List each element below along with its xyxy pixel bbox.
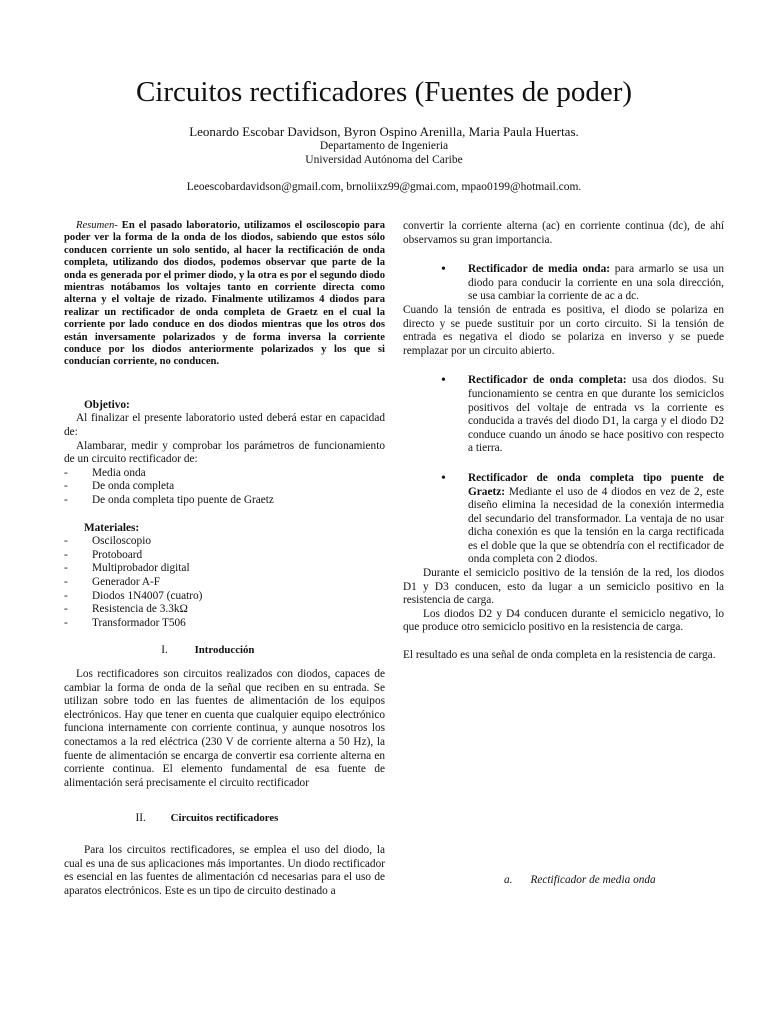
list-item: - Protoboard (64, 548, 143, 561)
objective-heading: Objetivo: (84, 398, 130, 411)
list-item: - De onda completa tipo puente de Graetz (64, 494, 274, 507)
right-column (403, 220, 724, 663)
list-item (403, 374, 724, 456)
abstract-body: En el pasado laboratorio, utilizamos el osciloscopio para poder ver la forma de la onda de los diodos, sabiendo que estos sólo conducen corriente un solo sentido, al hacer la rectificación de onda completa, utilizando dos diodos, podemos observar que parte de la onda es generada por el primer diodo, y la otra es por el segundo diodo mientras notábamos los voltajes tanto en corriente directa como alterna y el voltaje de rizado. Finalmente utilizamos 4 diodos para realizar un rectificador de onda completa de Graetz en el cual la corriente por lado conduce en dos diodos mientras que los otros dos están inversamente polarizados y de forma inversa la corriente conduce por los diodos anteriormente polarizados y los que si conducían corriente, no conducen. (64, 220, 385, 368)
bridge-paragraph-2: Los diodos D2 y D4 conducen durante el semiciclo negativo, lo que produce otro semiciclo positivo en la resistencia de carga. (403, 607, 724, 634)
objective-paragraph-1: Al finalizar el presente laboratorio usted deberá estar en capacidad de: (64, 412, 385, 439)
section-1-number: I. (161, 644, 168, 657)
bullet-title: Rectificador de onda completa: (468, 374, 627, 387)
objective-paragraph-2: Alambarar, medir y comprobar los parámetros de funcionamiento de un circuito rectificador de: (64, 439, 385, 466)
rectifier-bullet-list-2 (403, 374, 724, 456)
list-item: - Multiprobador digital (64, 562, 190, 575)
materials-list (64, 535, 385, 630)
bullet-icon: • (441, 373, 446, 389)
list-item (403, 263, 724, 304)
abstract (64, 220, 385, 369)
rectifier-bullet-list-1 (403, 263, 724, 304)
objective-list (64, 467, 385, 508)
bullet-icon: • (441, 470, 446, 486)
section-1-heading (64, 644, 385, 658)
list-item: - Diodos 1N4007 (cuatro) (64, 589, 203, 602)
continuation-paragraph: convertir la corriente alterna (ac) en corriente continua (dc), de ahí observamos su gran importancia. (403, 220, 724, 246)
section-1-body: Los rectificadores son circuitos realizados con diodos, capaces de cambiar la forma de onda de la señal que reciben en su entrada. Se utilizan sobre todo en las fuentes de alimentación de los equipos electrónicos. Hay que tener en cuenta que cualquier equipo electrónico funciona internamente con corriente continua, y aunque nosotros los conectamos a la red eléctrica (230 V de corriente alterna a 50 Hz), la fuente de alimentación se encarga de convertir esa corriente alterna en corriente continua. El elemento fundamental de esa fuente de alimentación será precisamente el circuito rectificador (64, 667, 385, 789)
result-paragraph: El resultado es una señal de onda completa en la resistencia de carga. (403, 649, 716, 662)
caption-text: Rectificador de media onda (530, 874, 656, 886)
caption-letter: a. (504, 874, 513, 886)
bullet-body: Mediante el uso de 4 diodos en vez de 2, este diseño elimina la necesidad de la conexión intermedia del secundario del transformador. La ventaja de no usar dicha conexión es que la tensión en la carga rectificada es el doble que la que se obtendría con el rectificador de onda completa con 2 diodos. (468, 485, 724, 566)
abstract-lead: Resumen- (76, 220, 118, 231)
list-item: - Media onda (64, 466, 146, 479)
university: Universidad Autónoma del Caribe (305, 154, 463, 166)
half-wave-paragraph: Cuando la tensión de entrada es positiva, el diodo se polariza en directo y se puede sustituir por un corto circuito. Si la tensión de entrada es negativa el diodo se polariza en inverso y se puede remplazar por un circuito abierto. (403, 303, 724, 357)
figure-caption (504, 874, 656, 886)
section-2-number: II. (135, 812, 146, 825)
list-item: - Resistencia de 3.3kΩ (64, 603, 188, 616)
list-item: - Generador A-F (64, 576, 161, 588)
bullet-icon: • (441, 262, 446, 278)
author-emails: Leoescobardavidson@gmail.com, brnoliixz99@gmai.com, mpao0199@hotmail.com. (186, 181, 582, 193)
left-column (64, 220, 385, 898)
paper-title: Circuitos rectificadores (Fuentes de poder) (135, 76, 633, 108)
section-2-body: Para los circuitos rectificadores, se emplea el uso del diodo, la cual es una de sus aplicaciones más importantes. Un diodo rectificador es esencial en las fuentes de alimentación cd necesarias para el uso de aparatos electrónicos. Este es un tipo de circuito destinado a (64, 843, 385, 897)
rectifier-bullet-list-3 (403, 472, 724, 567)
list-item (403, 472, 724, 567)
list-item: - Transformador T506 (64, 616, 186, 629)
section-1-title: Introducción (194, 644, 255, 657)
section-2-title: Circuitos rectificadores (170, 812, 279, 825)
bullet-title: Rectificador de media onda: (468, 263, 611, 276)
department: Departamento de Ingenieria (319, 140, 449, 152)
bullet-body: usa dos diodos. Su funcionamiento se centra en que durante los semiciclos positivos del voltaje de entrada vs la corriente es conducida a través del diodo D1, la carga y el diodo D2 conduce cuando un ánodo se hace positivo con respecto a tierra. (468, 374, 724, 455)
author-list: Leonardo Escobar Davidson, Byron Ospino Arenilla, Maria Paula Huertas. (189, 124, 579, 139)
bullet-body: para armarlo se usa un diodo para conducir la corriente en una sola dirección, se usa cambiar la corriente de ac a dc. (468, 263, 725, 303)
bullet-title: Rectificador de onda completa tipo puente de Graetz: (468, 471, 724, 498)
materials-heading: Materiales: (84, 521, 140, 534)
list-item: - De onda completa (64, 480, 175, 493)
list-item: - Osciloscopio (64, 535, 151, 548)
bridge-paragraph-1: Durante el semiciclo positivo de la tensión de la red, los diodos D1 y D3 conducen, esto da lugar a un semiciclo positivo en la resistencia de carga. (403, 567, 724, 607)
section-2-heading (64, 812, 385, 826)
